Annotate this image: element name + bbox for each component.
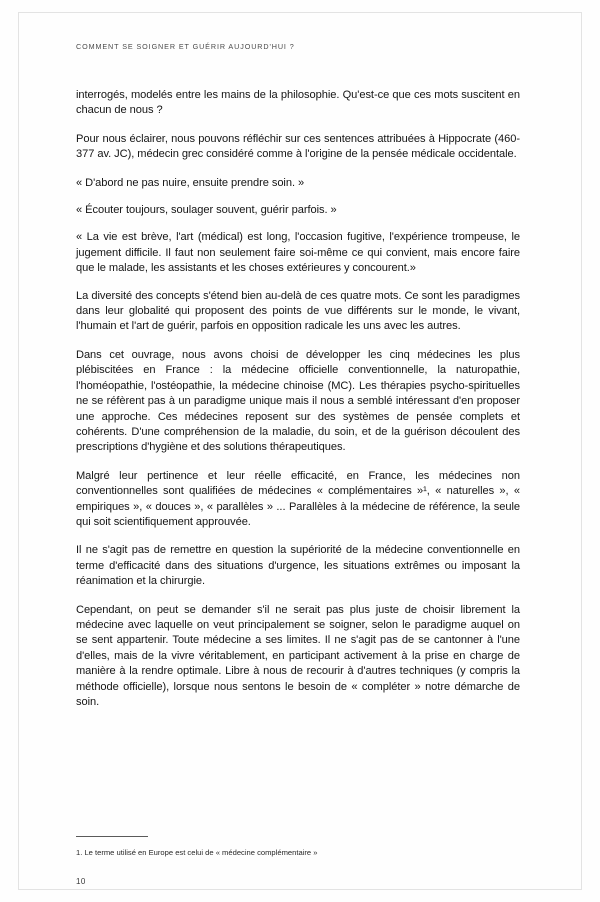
quotation: « Écouter toujours, soulager souvent, guérir parfois. » [76,204,337,217]
footnote-area [76,836,520,858]
paragraph: interrogés, modelés entre les mains de la philosophie. Qu'est-ce que ces mots suscitent en chacun de nous ? [76,89,520,117]
paragraph: Il ne s'agit pas de remettre en question la supériorité de la médecine conventionnelle en terme d'efficacité dans des situations d'urgence, les situations extrêmes ou imposant la réanimation et la chirurgie. [76,544,520,588]
body-text [76,88,520,723]
page-number: 10 [76,877,86,886]
quotation: « D'abord ne pas nuire, ensuite prendre soin. » [76,176,305,189]
paragraph: Dans cet ouvrage, nous avons choisi de développer les cinq médecines les plus plébiscitées en France : la médecine officielle conventionnelle, la naturopathie, l'homéopathie, l'ostéopathie, la médecine chinoise (MC). Les thérapies psycho-spirituelles ne se réfèrent pas à un paradigme unique mais il nous a semblé intéressant d'en proposer une approche. Ces médecines reposent sur des systèmes de pensée complets et cohérents. D'une compréhension de la maladie, du soin, et de la guérison découlent des prescriptions d'hygiène et des solutions thérapeutiques. [76,348,520,454]
paragraph: Pour nous éclairer, nous pouvons réfléchir sur ces sentences attribuées à Hippocrate (460-377 av. JC), médecin grec considéré comme à l'origine de la pensée médicale occidentale. [76,132,520,161]
quotation: « La vie est brève, l'art (médical) est long, l'occasion fugitive, l'expérience trompeuse, le jugement difficile. Il faut non seulement faire soi-même ce qui convient, mais encore faire que le malade, les assistants et les choses extérieures y concourent.» [76,231,520,275]
paragraph: Malgré leur pertinence et leur réelle efficacité, en France, les médecines non conventionnelles sont qualifiées de médecines « complémentaires »¹, « naturelles », « empiriques », « douces », « parallèles » ... Parallèles à la médecine de référence, la seule qui soit scientifiquement approuvée. [76,469,520,528]
footnote-separator [76,836,148,837]
footnote-text: 1. Le terme utilisé en Europe est celui de « médecine complémentaire » [76,848,318,857]
running-head: COMMENT SE SOIGNER ET GUÉRIR AUJOURD'HUI ? [76,42,295,51]
paragraph: La diversité des concepts s'étend bien au-delà de ces quatre mots. Ce sont les paradigmes dans leur globalité qui proposent des points de vue différents sur le monde, le vivant, l'humain et l'art de guérir, parfois en opposition radicale les uns avec les autres. [76,289,520,333]
paragraph: Cependant, on peut se demander s'il ne serait pas plus juste de choisir librement la médecine avec laquelle on veut principalement se soigner, selon le paradigme auquel on se sent appartenir. Toute médecine a ses limites. Il ne s'agit pas de se cantonner à l'une d'elles, mais de la vivre véritablement, en participant activement à la prise en charge de manière à la rendre optimale. Libre à nous de recourir à d'autres techniques (y compris la méthode officielle), lorsque nous sentons le besoin de « compléter » notre démarche de soin. [76,603,520,708]
